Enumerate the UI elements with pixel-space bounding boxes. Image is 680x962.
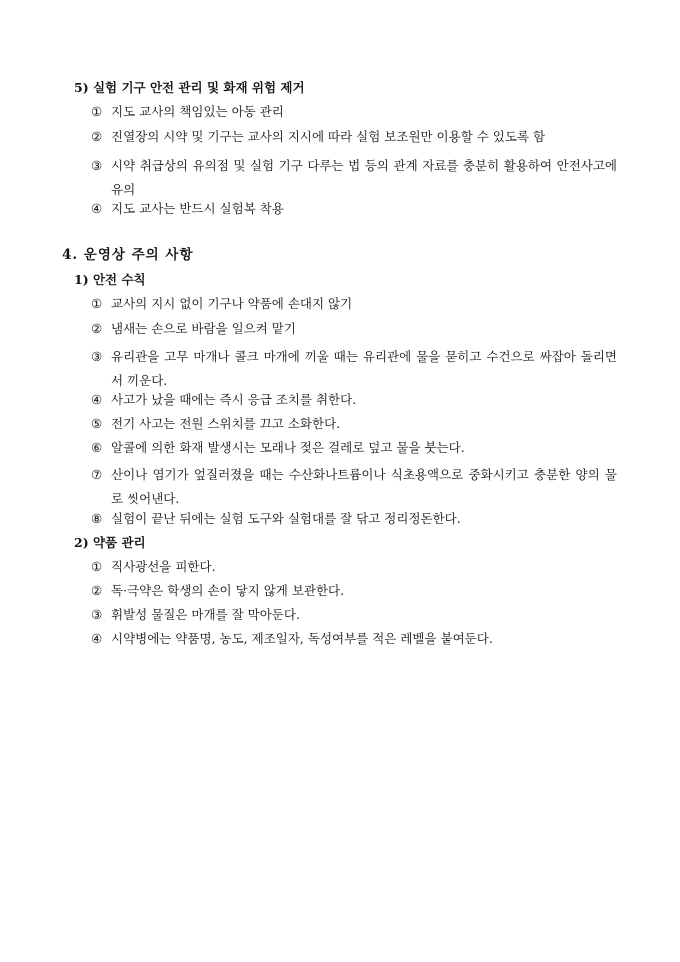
list-marker: ③ [91,158,103,173]
list-item-text: 유리관을 고무 마개나 콜크 마개에 끼울 때는 유리관에 물을 묻히고 수건으로 싸잡아 돌리면서 끼운다. [111,349,617,388]
list-marker: ④ [91,392,103,407]
list-item [91,583,344,599]
list-item-text: 시약 취급상의 유의점 및 실험 기구 다루는 법 등의 관계 자료를 충분히 활용하여 안전사고에 유의 [111,158,617,197]
list-marker: ① [91,296,103,311]
list-item-text: 진열장의 시약 및 기구는 교사의 지시에 따라 실험 보조원만 이용할 수 있도록 함 [111,129,546,144]
list-item [91,440,465,456]
list-item [91,104,284,120]
list-item-text: 독·극약은 학생의 손이 닿지 않게 보관한다. [111,583,345,598]
list-item [91,559,216,575]
list-item-text: 교사의 지시 없이 기구나 약품에 손대지 않기 [111,296,353,311]
list-item [91,392,356,408]
list-marker: ③ [91,349,103,364]
list-marker: ② [91,129,103,144]
list-item-text: 시약병에는 약품명, 농도, 제조일자, 독성여부를 적은 레벨을 붙여둔다. [111,631,493,646]
list-item-text: 산이나 염기가 엎질러졌을 때는 수산화나트륨이나 식초용액으로 중화시키고 충분한 양의 물로 씻어낸다. [111,467,617,506]
list-marker: ⑥ [91,440,103,455]
list-marker: ④ [91,631,103,646]
safety-rules-heading: 1) 안전 수칙 [74,272,146,287]
chemical-management-heading: 2) 약품 관리 [74,535,146,550]
list-item-text: 전기 사고는 전원 스위치를 끄고 소화한다. [111,416,341,431]
list-marker: ③ [91,607,103,622]
list-marker: ⑧ [91,511,103,526]
section-5-heading: 5) 실험 기구 안전 관리 및 화재 위험 제거 [74,80,305,95]
list-item-text: 사고가 났을 때에는 즉시 응급 조치를 취한다. [111,392,357,407]
list-item-text: 지도 교사는 반드시 실험복 착용 [111,201,284,216]
list-item [91,463,617,511]
list-item [91,154,617,202]
list-item [91,631,493,647]
list-item [91,201,284,217]
list-marker: ① [91,104,103,119]
list-marker: ④ [91,201,103,216]
list-item-text: 직사광선을 피한다. [111,559,216,574]
list-item-text: 휘발성 물질은 마개를 잘 막아둔다. [111,607,300,622]
list-item-text: 알콜에 의한 화재 발생시는 모래나 젖은 걸레로 덮고 물을 붓는다. [111,440,465,455]
list-item [91,321,296,337]
list-item [91,345,617,393]
list-marker: ② [91,321,103,336]
list-item [91,129,545,145]
list-item [91,607,300,623]
chapter-4-heading: 4. 운영상 주의 사항 [62,247,194,263]
list-marker: ⑤ [91,416,103,431]
list-marker: ⑦ [91,467,103,482]
list-item [91,296,352,312]
list-item-text: 실험이 끝난 뒤에는 실험 도구와 실험대를 잘 닦고 정리정돈한다. [111,511,461,526]
list-item-text: 냄새는 손으로 바람을 일으켜 맡기 [111,321,296,336]
list-item-text: 지도 교사의 책임있는 아동 관리 [111,104,284,119]
list-marker: ② [91,583,103,598]
list-item [91,416,340,432]
list-marker: ① [91,559,103,574]
list-item [91,511,461,527]
